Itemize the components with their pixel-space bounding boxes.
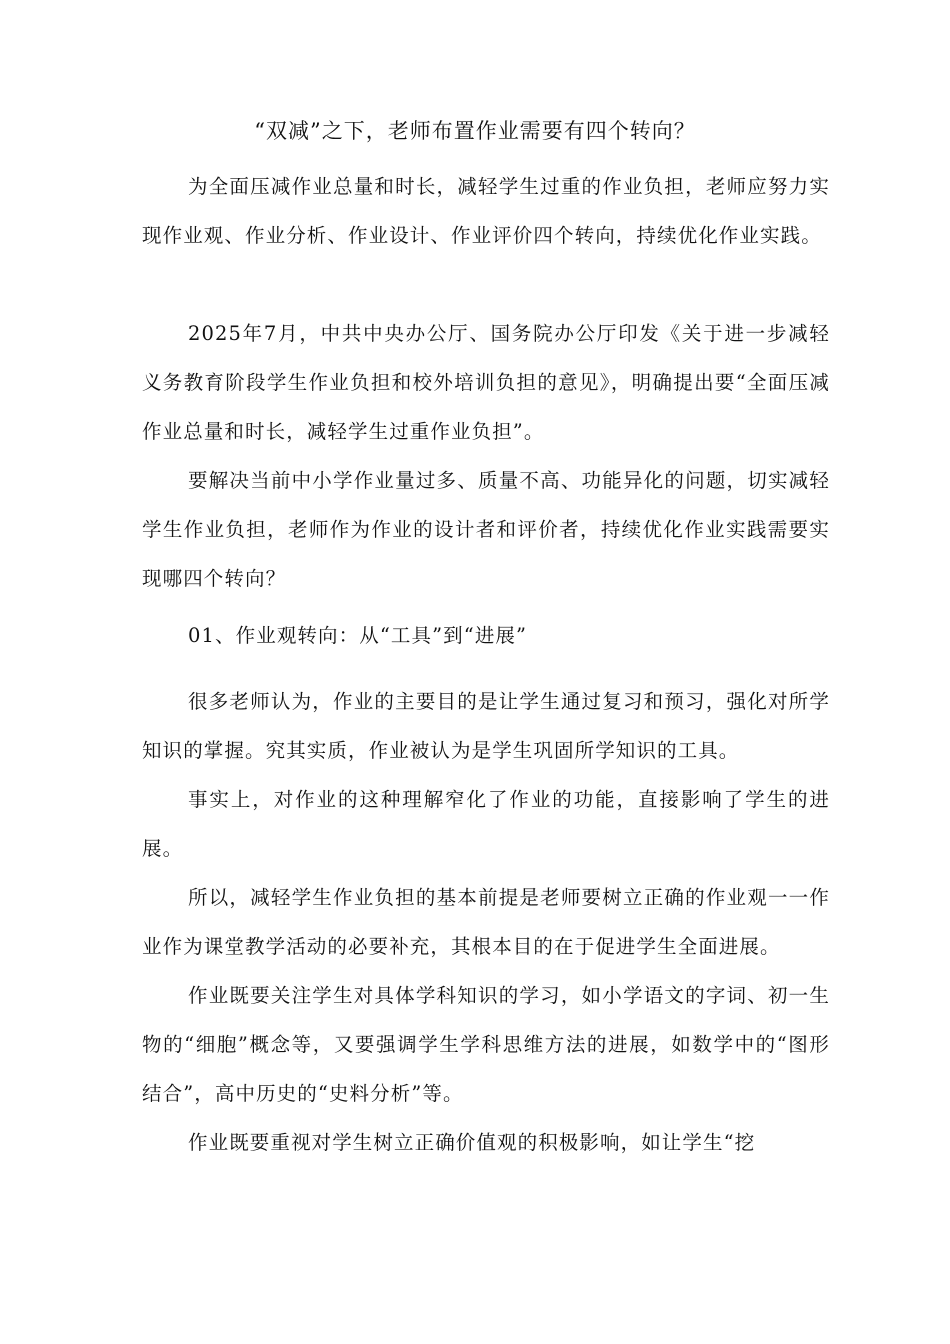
document-title: “双减”之下，老师布置作业需要有四个转向？ bbox=[254, 119, 696, 143]
paragraph-premise: 所以，减轻学生作业负担的基本前提是老师要树立正确的作业观一一作业作为课堂教学活动的必要补充，其根本目的在于促进学生全面进展。 bbox=[142, 886, 830, 958]
paragraph-tool-view: 很多老师认为，作业的主要目的是让学生通过复习和预习，强化对所学知识的掌握。究其实质，作业被认为是学生巩固所学知识的工具。 bbox=[142, 690, 830, 762]
paragraph-values: 作业既要重视对学生树立正确价值观的积极影响，如让学生“挖 bbox=[188, 1131, 756, 1154]
section-heading: 01、作业观转向：从“工具”到“进展” bbox=[188, 624, 528, 647]
paragraph-question: 要解决当前中小学作业量过多、质量不高、功能异化的问题，切实减轻学生作业负担，老师作为作业的设计者和评价者，持续优化作业实践需要实现哪四个转向？ bbox=[142, 469, 830, 590]
paragraph-policy: 2025年7月，中共中央办公厅、国务院办公厅印发《关于进一步减轻义务教育阶段学生作业负担和校外培训负担的意见》，明确提出要“全面压减作业总量和时长，减轻学生过重作业负担”。 bbox=[142, 322, 830, 443]
paragraph-knowledge: 作业既要关注学生对具体学科知识的学习，如小学语文的字词、初一生物的“细胞”概念等，又要强调学生学科思维方法的进展，如数学中的“图形结合”，高中历史的“史料分析”等。 bbox=[142, 984, 830, 1105]
paragraph-narrowing: 事实上，对作业的这种理解窄化了作业的功能，直接影响了学生的进展。 bbox=[142, 788, 830, 860]
paragraph-intro: 为全面压减作业总量和时长，减轻学生过重的作业负担，老师应努力实现作业观、作业分析、作业设计、作业评价四个转向，持续优化作业实践。 bbox=[142, 175, 830, 247]
